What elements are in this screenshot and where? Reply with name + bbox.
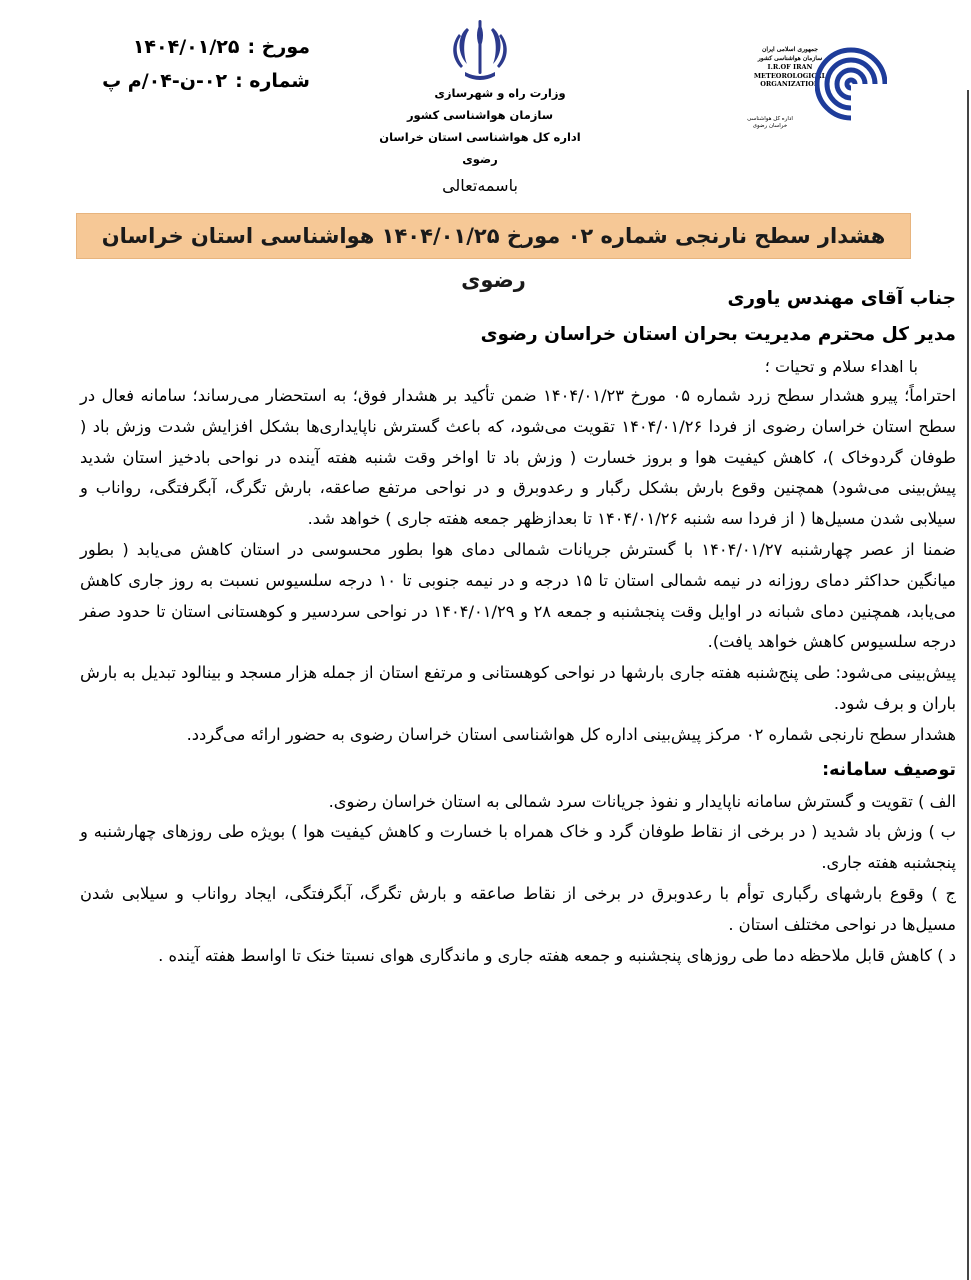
paragraph-2: ضمنا از عصر چهارشنبه ۱۴۰۴/۰۱/۲۷ با گسترش جریانات شمالی دمای هوا بطور محسوسی در استان کاهش می‌یابد ( بطور میانگین حداکثر دمای روزانه در نیمه شمالی استان تا ۱۵ درجه و در نیمه جنوبی تا ۱۰ درجه سلسیوس نسبت به روز جاری کاهش می‌یابد، همچنین دمای شبانه در اوایل وقت پنجشنبه و جمعه ۲۸ و ۱۴۰۴/۰۱/۲۹ در نواحی سردسیر و کوهستانی استان تا حدود صفر درجه سلسیوس کاهش خواهد یافت). xyxy=(80,539,956,652)
number-label: شماره : xyxy=(235,70,310,92)
paragraph-1: احتراماً؛ پیرو هشدار سطح زرد شماره ۰۵ مورخ ۱۴۰۴/۰۱/۲۳ ضمن تأکید بر هشدار فوق؛ به استحضار می‌رساند؛ سامانه فعال در سطح استان خراسان رضوی از فردا ۱۴۰۴/۰۱/۲۶ تقویت می‌شود، که باعث گسترش ناپایداری‌ها بشکل افزایش شدت وزش باد ( طوفان گردوخاک )، کاهش کیفیت هوا و بروز خسارت ( وزش باد تا اواخر وقت شنبه هفته آینده در نواحی بادخیز استان شدید پیش‌بینی می‌شود) همچنین وقوع بارش بشکل رگبار و رعدوبرق و در نواحی مرتفع صاعقه، بارش تگرگ، آبگرفتگی، رواناب و سیلابی شدن مسیل‌ها ( از فردا سه شنبه ۱۴۰۴/۰۱/۲۶ تا بعدازظهر جمعه هفته جاری ) خواهد شد. xyxy=(80,386,957,529)
iran-emblem-icon xyxy=(445,18,515,82)
logo-en-line3: ORGANIZATION xyxy=(760,80,820,88)
ministry-header xyxy=(360,18,600,170)
page-edge-line xyxy=(967,90,969,1280)
ministry-line1: وزارت راه و شهرسازی xyxy=(434,86,566,100)
logo-en-line2: METEOROLOGICAL xyxy=(753,71,827,80)
recipient-name: جناب آقای مهندس یاوری xyxy=(727,288,956,309)
list-item-a: الف ) تقویت و گسترش سامانه ناپایدار و نفوذ جریانات سرد شمالی به استان خراسان رضوی. xyxy=(328,791,956,811)
number-value: ۰۲-ن-۰۴/م پ xyxy=(102,70,228,92)
list-item-b: ب ) وزش باد شدید ( در برخی از نقاط طوفان گرد و خاک همراه با خسارت و کاهش کیفیت هوا ) بویژه طی روزهای چهارشنبه و پنجشنبه هفته جاری. xyxy=(80,822,956,873)
greeting: با اهداء سلام و تحیات ؛ xyxy=(764,357,918,376)
ministry-line2: سازمان هواشناسی کشور xyxy=(406,108,554,122)
paragraph-3: پیش‌بینی می‌شود: طی پنج‌شنبه هفته جاری بارشها در نواحی کوهستانی و مرتفع استان از جمله هزار مسجد و بینالود تبدیل به بارش باران و برف شود. xyxy=(80,663,956,713)
paragraph-4: هشدار سطح نارنجی شماره ۰۲ مرکز پیش‌بینی اداره کل هواشناسی استان خراسان رضوی به حضور ارائه می‌گردد. xyxy=(186,724,956,744)
warning-title-banner: هشدار سطح نارنجی شماره ۰۲ مورخ ۱۴۰۴/۰۱/۲۵ هواشناسی استان خراسان رضوی xyxy=(76,213,911,259)
invocation-text: باسمه‌تعالی xyxy=(442,176,518,195)
logo-en-line1: I.R.OF IRAN xyxy=(767,63,813,71)
list-item-d: د ) کاهش قابل ملاحظه دما طی روزهای پنجشنبه و جمعه هفته جاری و ماندگاری هوای نسبتا خنک تا اواسط هفته آینده . xyxy=(158,945,956,965)
spiral-logo-icon xyxy=(815,38,887,128)
number-line xyxy=(100,64,310,98)
letter-meta xyxy=(100,30,310,98)
logo-fa-line2: سازمان هواشناسی کشور xyxy=(757,54,823,62)
date-line xyxy=(100,30,310,64)
system-description-title: توصیف سامانه: xyxy=(822,759,956,780)
letter-body xyxy=(80,281,956,971)
list-item-c: ج ) وقوع بارشهای رگباری توأم با رعدوبرق در برخی از نقاط صاعقه و بارش تگرگ، آبگرفتگی، ایجاد رواناب و سیلابی شدن مسیل‌ها در نواحی مختلف استان . xyxy=(80,883,956,934)
logo-subtitle: اداره کل هواشناسی خراسان رضوی xyxy=(747,116,793,129)
date-label: مورخ : xyxy=(247,36,310,58)
ministry-line3: اداره کل هواشناسی استان خراسان رضوی xyxy=(379,130,581,166)
logo-fa-line1: جمهوری اسلامی ایران xyxy=(761,46,819,53)
met-organization-logo xyxy=(720,28,890,138)
recipient-title: مدیر کل محترم مدیریت بحران استان خراسان رضوی xyxy=(480,324,956,345)
date-value: ۱۴۰۴/۰۱/۲۵ xyxy=(132,36,240,58)
